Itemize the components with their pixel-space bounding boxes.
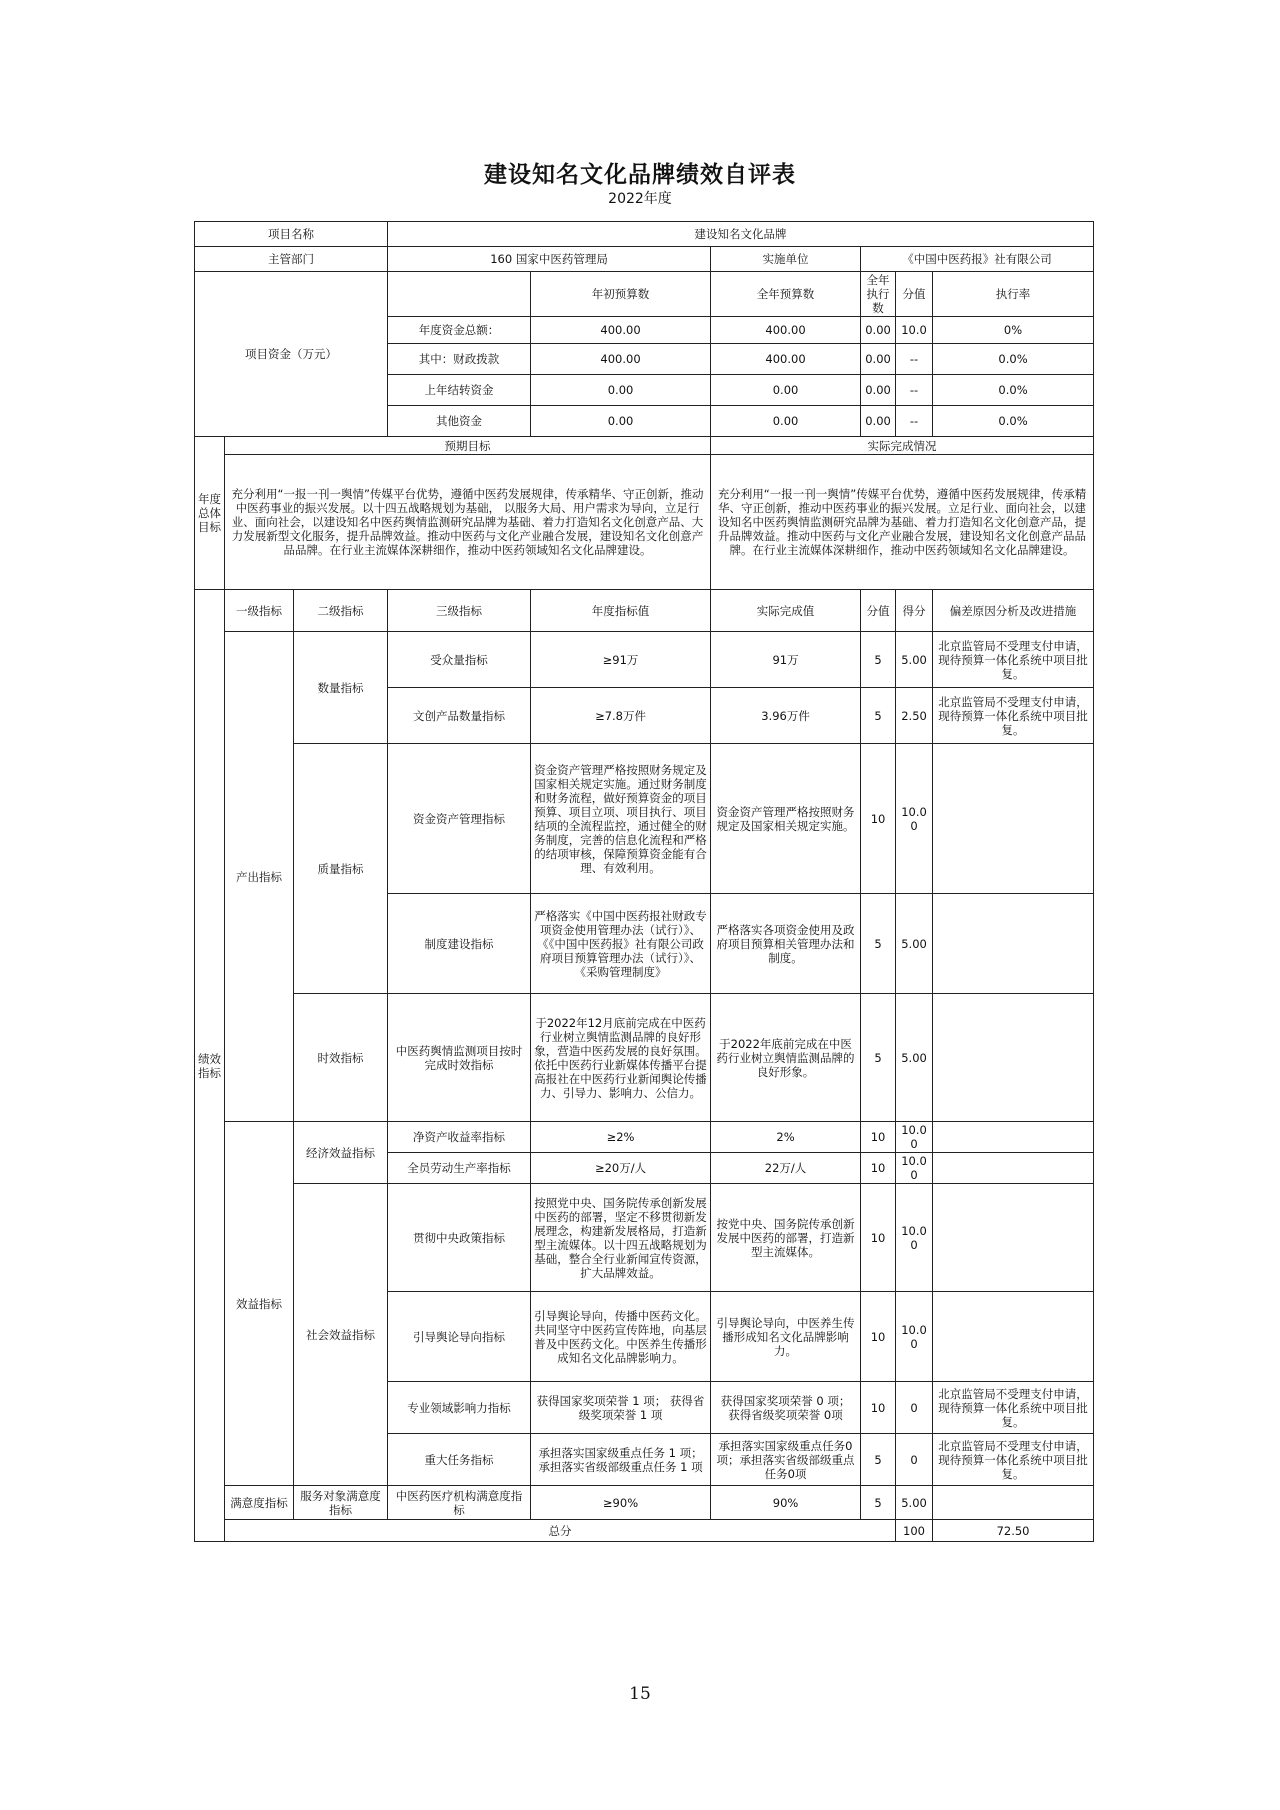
indicator-actual: 引导舆论导向，中医养生传播形成知名文化品牌影响力。: [711, 1292, 861, 1382]
indicator-note: [933, 744, 1094, 894]
ind-header: 一级指标: [225, 590, 294, 632]
funds-cell: 400.00: [531, 317, 711, 344]
indicator-weight: 10: [861, 1122, 896, 1153]
ind-header: 三级指标: [388, 590, 531, 632]
indicator-score: 10.00: [896, 1122, 933, 1153]
indicator-target: 按照党中央、国务院传承创新发展中医药的部署，坚定不移贯彻新发展理念，构建新发展格局，打造新型主流媒体。以十四五战略规划为基础，整合全行业新闻宣传资源，扩大品牌效益。: [531, 1184, 711, 1292]
funds-cell: 400.00: [531, 344, 711, 375]
indicator-weight: 5: [861, 1486, 896, 1520]
indicator-score: 10.00: [896, 1153, 933, 1184]
indicator-actual: 承担落实国家级重点任务0项；承担落实省级部级重点任务0项: [711, 1434, 861, 1486]
funds-cell: 0.0%: [933, 344, 1094, 375]
funds-cell: 0.00: [861, 375, 896, 406]
level2-social: 社会效益指标: [294, 1184, 388, 1486]
impl-label: 实施单位: [711, 247, 861, 272]
indicator-name: 引导舆论导向指标: [388, 1292, 531, 1382]
indicator-actual: 91万: [711, 632, 861, 688]
funds-cell: 0.00: [711, 406, 861, 437]
indicator-target: ≥91万: [531, 632, 711, 688]
indicator-name: 专业领域影响力指标: [388, 1382, 531, 1434]
goals-content-row: [195, 455, 1094, 590]
funds-cell: 0.0%: [933, 406, 1094, 437]
indicator-note: [933, 1486, 1094, 1520]
funds-cell: 400.00: [711, 317, 861, 344]
table-row: [195, 744, 1094, 894]
year-subtitle: 2022年度: [608, 191, 672, 207]
performance-evaluation-table: [194, 221, 1094, 1542]
level1-benefit: 效益指标: [225, 1122, 294, 1486]
funds-cell: 0.00: [711, 375, 861, 406]
table-row: [195, 632, 1094, 688]
indicator-weight: 10: [861, 1184, 896, 1292]
funds-header-row: [195, 272, 1094, 317]
level1-output: 产出指标: [225, 632, 294, 1122]
dept-label: 主管部门: [195, 247, 388, 272]
indicator-weight: 10: [861, 1382, 896, 1434]
funds-row-label: 年度资金总额：: [388, 317, 531, 344]
indicator-target: 承担落实国家级重点任务 1 项；承担落实省级部级重点任务 1 项: [531, 1434, 711, 1486]
indicator-score: 10.00: [896, 744, 933, 894]
funds-cell: 400.00: [711, 344, 861, 375]
indicator-name: 全员劳动生产率指标: [388, 1153, 531, 1184]
total-label: 总分: [225, 1520, 896, 1542]
indicator-note: [933, 994, 1094, 1122]
funds-cell: --: [896, 375, 933, 406]
funds-cell: 10.0: [896, 317, 933, 344]
indicator-actual: 获得国家奖项荣誉 0 项； 获得省级奖项荣誉 0项: [711, 1382, 861, 1434]
indicator-weight: 5: [861, 994, 896, 1122]
actual-goal-label: 实际完成情况: [711, 437, 1094, 455]
indicator-note: 北京监管局不受理支付申请，现待预算一体化系统中项目批复。: [933, 1382, 1094, 1434]
impl-value: 《中国中医药报》社有限公司: [861, 247, 1094, 272]
indicator-weight: 10: [861, 1292, 896, 1382]
table-row: [195, 994, 1094, 1122]
funds-cell: --: [896, 344, 933, 375]
indicator-name: 受众量指标: [388, 632, 531, 688]
goals-header-row: [195, 437, 1094, 455]
indicator-score: 5.00: [896, 632, 933, 688]
indicator-note: 北京监管局不受理支付申请，现待预算一体化系统中项目批复。: [933, 688, 1094, 744]
total-score: 72.50: [933, 1520, 1094, 1542]
indicator-name: 中医药医疗机构满意度指标: [388, 1486, 531, 1520]
level2-quality: 质量指标: [294, 744, 388, 994]
level2-quantity: 数量指标: [294, 632, 388, 744]
funds-row-label: 上年结转资金: [388, 375, 531, 406]
project-name-label: 项目名称: [195, 222, 388, 247]
indicator-actual: 3.96万件: [711, 688, 861, 744]
funds-header-3: 分值: [896, 272, 933, 317]
indicator-score: 0: [896, 1382, 933, 1434]
funds-header-1: 全年预算数: [711, 272, 861, 317]
indicator-note: [933, 1184, 1094, 1292]
indicator-actual: 按党中央、国务院传承创新发展中医药的部署，打造新型主流媒体。: [711, 1184, 861, 1292]
indicator-target: ≥90%: [531, 1486, 711, 1520]
ind-header: 二级指标: [294, 590, 388, 632]
funds-row-label: 其中：财政拨款: [388, 344, 531, 375]
indicator-weight: 5: [861, 632, 896, 688]
dept-value: 160 国家中医药管理局: [388, 247, 711, 272]
indicator-actual: 90%: [711, 1486, 861, 1520]
indicator-actual: 22万/人: [711, 1153, 861, 1184]
indicator-weight: 5: [861, 1434, 896, 1486]
indicator-score: 10.00: [896, 1292, 933, 1382]
funds-header-2: 全年执行数: [861, 272, 896, 317]
table-row: [195, 1122, 1094, 1153]
level1-satisfaction: 满意度指标: [225, 1486, 294, 1520]
ind-header: 得分: [896, 590, 933, 632]
indicator-name: 资金资产管理指标: [388, 744, 531, 894]
indicator-score: 10.00: [896, 1184, 933, 1292]
indicator-score: 2.50: [896, 688, 933, 744]
project-name-value: 建设知名文化品牌: [388, 222, 1094, 247]
indicator-score: 5.00: [896, 894, 933, 994]
funds-cell: 0.00: [861, 344, 896, 375]
total-row: [195, 1520, 1094, 1542]
funds-label: 项目资金（万元）: [195, 272, 388, 437]
funds-cell: --: [896, 406, 933, 437]
funds-row-label: 其他资金: [388, 406, 531, 437]
expected-goal-label: 预期目标: [225, 437, 711, 455]
ind-header: 年度指标值: [531, 590, 711, 632]
table-row: [195, 1486, 1094, 1520]
indicator-name: 中医药舆情监测项目按时完成时效指标: [388, 994, 531, 1122]
goals-label: 年度总体目标: [195, 437, 225, 590]
indicator-target: ≥20万/人: [531, 1153, 711, 1184]
indicator-target: 资金资产管理严格按照财务规定及国家相关规定实施。通过财务制度和财务流程，做好预算资金的项目预算、项目立项、项目执行、项目结项的全流程监控，通过健全的财务制度，完善的信息化流程和严格的结项审核，保障预算资金能有合理、有效利用。: [531, 744, 711, 894]
page-number: 15: [629, 1684, 651, 1704]
indicator-target: 严格落实《中国中医药报社财政专项资金使用管理办法（试行）》、《《中国中医药报》社有限公司政府项目预算管理办法（试行）》、《采购管理制度》: [531, 894, 711, 994]
indicator-name: 重大任务指标: [388, 1434, 531, 1486]
indicator-target: 于2022年12月底前完成在中医药行业树立舆情监测品牌的良好形象，营造中医药发展的良好氛围。依托中医药行业新媒体传播平台提高报社在中医药行业新闻舆论传播力、引导力、影响力、公信力。: [531, 994, 711, 1122]
ind-header: 偏差原因分析及改进措施: [933, 590, 1094, 632]
expected-goal-text: 充分利用“一报一刊一舆情”传媒平台优势，遵循中医药发展规律，传承精华、守正创新，推动中医药事业的振兴发展。以十四五战略规划为基础， 以服务大局、用户需求为导向，立足行业、面向社会，以建设知名中医药舆情监测研究品牌为基础、着力打造知名文化创意产品、大力发展新型文化服务，提升品牌效益。推动中医药与文化产业融合发展，建设知名文化创意产品品牌。在行业主流媒体深耕细作，推动中医药领域知名文化品牌建设。: [225, 455, 711, 590]
table-row: [195, 1184, 1094, 1292]
level2-economic: 经济效益指标: [294, 1122, 388, 1184]
funds-cell: 0.00: [531, 406, 711, 437]
level2-timeliness: 时效指标: [294, 994, 388, 1122]
indicator-score: 5.00: [896, 994, 933, 1122]
indicator-actual: 2%: [711, 1122, 861, 1153]
indicator-note: [933, 1153, 1094, 1184]
indicator-note: 北京监管局不受理支付申请，现待预算一体化系统中项目批复。: [933, 632, 1094, 688]
indicator-actual: 于2022年底前完成在中医药行业树立舆情监测品牌的良好形象。: [711, 994, 861, 1122]
page-title: 建设知名文化品牌绩效自评表: [484, 161, 796, 188]
indicators-header-row: [195, 590, 1094, 632]
indicator-weight: 5: [861, 688, 896, 744]
indicator-actual: 资金资产管理严格按照财务规定及国家相关规定实施。: [711, 744, 861, 894]
indicator-target: 获得国家奖项荣誉 1 项； 获得省级奖项荣誉 1 项: [531, 1382, 711, 1434]
indicator-name: 文创产品数量指标: [388, 688, 531, 744]
indicator-note: [933, 1292, 1094, 1382]
indicator-note: 北京监管局不受理支付申请，现待预算一体化系统中项目批复。: [933, 1434, 1094, 1486]
funds-cell: 0%: [933, 317, 1094, 344]
indicator-name: 贯彻中央政策指标: [388, 1184, 531, 1292]
indicator-target: ≥7.8万件: [531, 688, 711, 744]
indicator-name: 制度建设指标: [388, 894, 531, 994]
indicator-note: [933, 894, 1094, 994]
indicator-target: ≥2%: [531, 1122, 711, 1153]
actual-goal-text: 充分利用“一报一刊一舆情”传媒平台优势，遵循中医药发展规律，传承精华、守正创新，推动中医药事业的振兴发展。立足行业、面向社会，以建设知名中医药舆情监测研究品牌为基础、着力打造知名文化创意产品，提升品牌效益。推动中医药与文化产业融合发展，建设知名文化创意产品品牌。在行业主流媒体深耕细作，推动中医药领域知名文化品牌建设。: [711, 455, 1094, 590]
level2-service-satisfaction: 服务对象满意度指标: [294, 1486, 388, 1520]
project-name-row: [195, 222, 1094, 247]
indicator-actual: 严格落实各项资金使用及政府项目预算相关管理办法和制度。: [711, 894, 861, 994]
indicator-score: 5.00: [896, 1486, 933, 1520]
indicators-label: 绩效指标: [195, 590, 225, 1542]
funds-cell: 0.00: [531, 375, 711, 406]
funds-header-empty: [388, 272, 531, 317]
ind-header: 分值: [861, 590, 896, 632]
indicator-note: [933, 1122, 1094, 1153]
total-weight: 100: [896, 1520, 933, 1542]
funds-header-4: 执行率: [933, 272, 1094, 317]
indicator-weight: 5: [861, 894, 896, 994]
indicator-name: 净资产收益率指标: [388, 1122, 531, 1153]
indicator-score: 0: [896, 1434, 933, 1486]
funds-cell: 0.00: [861, 317, 896, 344]
department-row: [195, 247, 1094, 272]
ind-header: 实际完成值: [711, 590, 861, 632]
indicator-weight: 10: [861, 744, 896, 894]
indicator-weight: 10: [861, 1153, 896, 1184]
indicator-target: 引导舆论导向，传播中医药文化。共同坚守中医药宣传阵地，向基层普及中医药文化。中医养生传播形成知名文化品牌影响力。: [531, 1292, 711, 1382]
funds-cell: 0.00: [861, 406, 896, 437]
funds-header-0: 年初预算数: [531, 272, 711, 317]
funds-cell: 0.0%: [933, 375, 1094, 406]
